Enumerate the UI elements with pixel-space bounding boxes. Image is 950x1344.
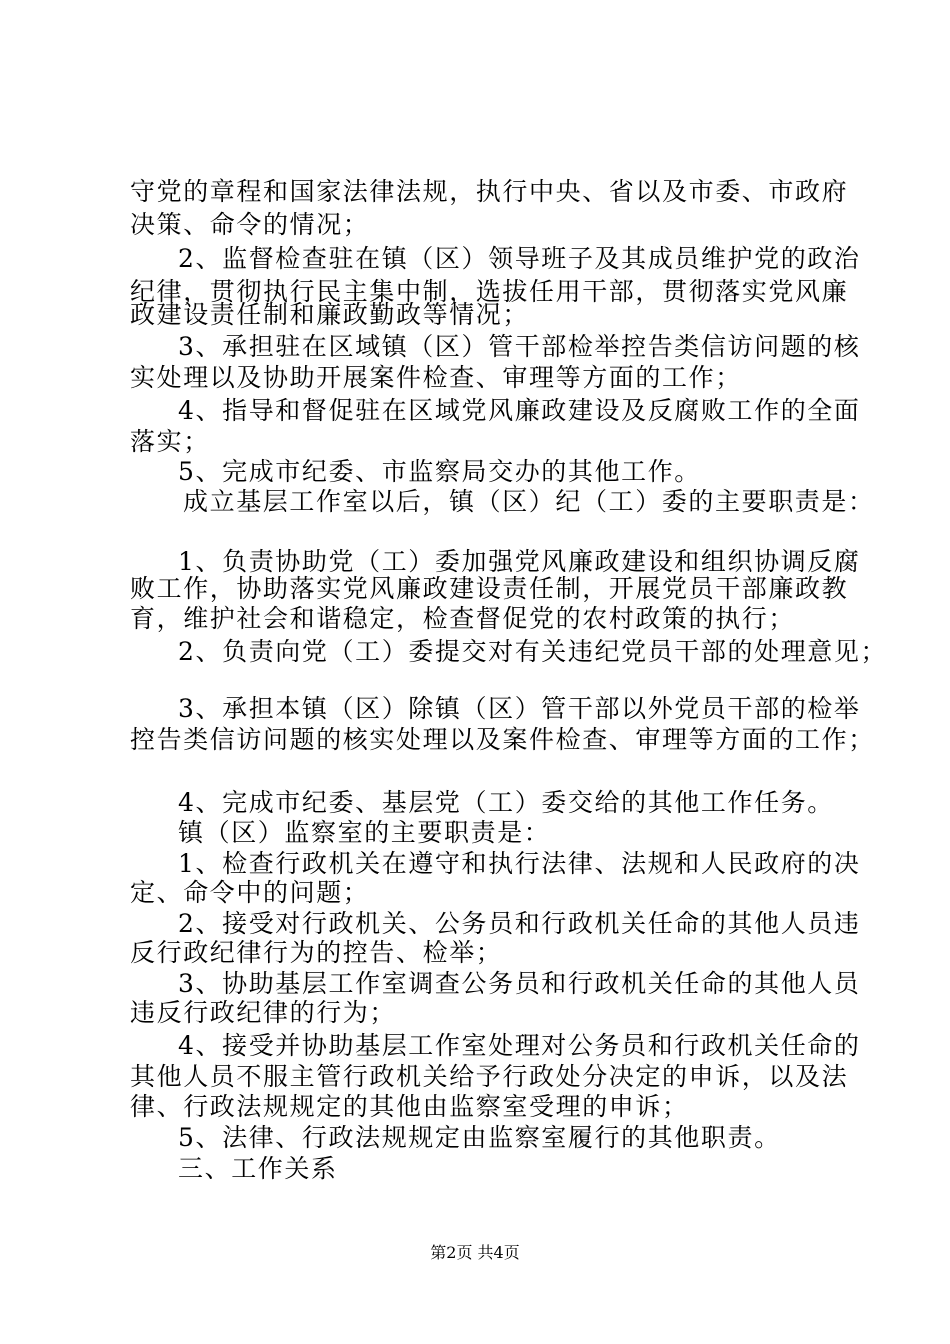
- text-line: 4、完成市纪委、基层党（工）委交给的其他工作任务。: [178, 788, 834, 817]
- text-line: 实处理以及协助开展案件检查、审理等方面的工作；: [130, 363, 742, 392]
- text-line: 控告类信访问题的核实处理以及案件检查、审理等方面的工作；: [130, 725, 875, 754]
- text-line: 3、协助基层工作室调查公务员和行政机关任命的其他人员: [178, 969, 861, 998]
- text-line: 4、指导和督促驻在区域党风廉政建设及反腐败工作的全面: [178, 396, 861, 425]
- text-line: 2、接受对行政机关、公务员和行政机关任命的其他人员违: [178, 909, 861, 938]
- text-line: 违反行政纪律的行为；: [130, 998, 397, 1027]
- text-line: 镇（区）监察室的主要职责是：: [178, 818, 551, 847]
- text-line: 2、监督检查驻在镇（区）领导班子及其成员维护党的政治: [178, 244, 861, 273]
- text-line: 5、法律、行政法规规定由监察室履行的其他职责。: [178, 1123, 781, 1152]
- text-line: 纪律，贯彻执行民主集中制，选拔任用干部，贯彻落实党风廉: [130, 277, 849, 306]
- text-line: 定、命令中的问题；: [130, 878, 370, 907]
- text-line: 2、负责向党（工）委提交对有关违纪党员干部的处理意见；: [178, 637, 888, 666]
- text-line: 育，维护社会和谐稳定，检查督促党的农村政策的执行；: [130, 604, 796, 633]
- text-line: 律、行政法规规定的其他由监察室受理的申诉；: [130, 1092, 689, 1121]
- text-line: 3、承担本镇（区）除镇（区）管干部以外党员干部的检举: [178, 694, 861, 723]
- text-line: 败工作，协助落实党风廉政建设责任制，开展党员干部廉政教: [130, 574, 849, 603]
- text-line: 守党的章程和国家法律法规，执行中央、省以及市委、市政府: [130, 177, 849, 206]
- page-number-footer: 第2页 共4页: [430, 1243, 520, 1262]
- text-line: 其他人员不服主管行政机关给予行政处分决定的申诉，以及法: [130, 1062, 849, 1091]
- text-line: 5、完成市纪委、市监察局交办的其他工作。: [178, 457, 701, 486]
- text-line: 成立基层工作室以后，镇（区）纪（工）委的主要职责是：: [183, 487, 875, 516]
- text-line: 1、检查行政机关在遵守和执行法律、法规和人民政府的决: [178, 849, 861, 878]
- text-line: 反行政纪律行为的控告、检举；: [130, 938, 503, 967]
- text-line: 落实；: [130, 427, 210, 456]
- text-line: 政建设责任制和廉政勤政等情况；: [130, 300, 530, 329]
- text-line: 决策、命令的情况；: [130, 210, 370, 239]
- text-line: 3、承担驻在区域镇（区）管干部检举控告类信访问题的核: [178, 332, 861, 361]
- text-line: 4、接受并协助基层工作室处理对公务员和行政机关任命的: [178, 1031, 861, 1060]
- text-line: 1、负责协助党（工）委加强党风廉政建设和组织协调反腐: [178, 547, 861, 576]
- section-heading: 三、工作关系: [178, 1154, 338, 1183]
